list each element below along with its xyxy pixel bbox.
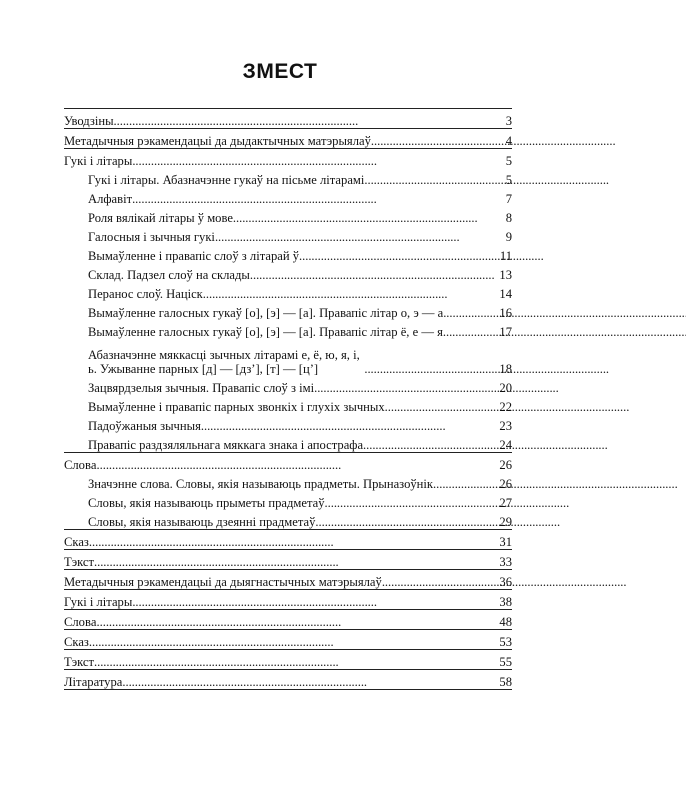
dot-leader	[89, 635, 498, 649]
toc-entry-title: Абазначэнне мяккасці зычных літарамі е, ё, ю, я, і, ь. Ужыванне парных [д] — [дз’], [т] — [ц’]	[88, 348, 360, 376]
dot-leader	[433, 477, 497, 491]
dot-leader	[215, 230, 504, 244]
dot-leader	[364, 173, 503, 187]
toc-entry-page: 38	[499, 595, 512, 609]
toc-entry-title: Гукі і літары. Абазначэнне гукаў на пісьме літарамі	[88, 173, 365, 187]
toc-entry	[64, 108, 512, 128]
toc-entry	[64, 529, 512, 549]
toc-entry-title: Вымаўленне галосных гукаў [о], [э] — [а]. Правапіс літар о, э — а	[88, 306, 444, 320]
toc-entry-title: Метадычныя рэкамендацыі да дыягнастычных матэрыялаў	[64, 575, 382, 589]
toc-entry-page: 55	[499, 655, 512, 669]
toc-entry	[64, 128, 512, 148]
dot-leader	[114, 114, 504, 128]
toc-entry	[64, 629, 512, 649]
dot-leader	[94, 555, 497, 569]
toc-entry	[64, 549, 512, 569]
toc-entry-title: Перанос слоў. Націск	[88, 287, 203, 301]
toc-entry	[64, 339, 512, 376]
toc-entry-page: 33	[499, 555, 512, 569]
toc-entry-title: Вымаўленне галосных гукаў [о], [э] — [а]. Правапіс літар ё, е — я	[88, 325, 443, 339]
toc-entry	[64, 569, 512, 589]
dot-leader	[363, 438, 497, 452]
dot-leader	[371, 134, 504, 148]
dot-leader	[122, 675, 497, 689]
toc-entry-page: 24	[499, 438, 512, 452]
toc-entry	[64, 244, 512, 263]
toc-entry-page: 16	[499, 306, 512, 320]
toc-entry-page: 5	[505, 173, 512, 187]
toc-entry	[64, 452, 512, 472]
toc-entry	[64, 609, 512, 629]
toc-entry-title: Вымаўленне і правапіс парных звонкіх і глухіх зычных	[88, 400, 385, 414]
toc-entry-page: 8	[505, 211, 512, 225]
toc-entry	[64, 225, 512, 244]
toc-entry-title: Уводзіны	[64, 114, 114, 128]
toc-entry	[64, 414, 512, 433]
toc-entry-title: Склад. Падзел слоў на склады	[88, 268, 250, 282]
toc-entry	[64, 263, 512, 282]
toc-entry-page: 26	[499, 477, 512, 491]
toc-entry-page: 5	[505, 154, 512, 168]
toc-entry-page: 3	[505, 114, 512, 128]
dot-leader	[97, 615, 498, 629]
toc-entry-page: 58	[499, 675, 512, 689]
dot-leader	[201, 419, 498, 433]
toc-entry-title: Сказ	[64, 635, 89, 649]
toc-entry-title: Значэнне слова. Словы, якія называюць прадметы. Прыназоўнік	[88, 477, 434, 491]
dot-leader	[132, 595, 497, 609]
toc-entry-page: 20	[499, 381, 512, 395]
dot-leader	[385, 400, 498, 414]
dot-leader	[132, 192, 504, 206]
toc-entry-title: Словы, якія называюць прыметы прадметаў	[88, 496, 325, 510]
toc-entry-page: 36	[499, 575, 512, 589]
toc-entry-title: Сказ	[64, 535, 89, 549]
dot-leader	[443, 325, 498, 339]
toc-entry-title: Словa	[64, 458, 97, 472]
toc-entry-title: Вымаўленне і правапіс слоў з літарай ў	[88, 249, 300, 263]
toc-entry	[64, 148, 512, 168]
toc-entry-title: Алфавіт	[88, 192, 133, 206]
dot-leader	[443, 306, 497, 320]
toc-entry	[64, 320, 512, 339]
toc-entry-page: 18	[499, 362, 512, 376]
toc-entry-page: 26	[499, 458, 512, 472]
dot-leader	[94, 655, 497, 669]
dot-leader	[314, 381, 497, 395]
toc-entry-title: Зацвярдзелыя зычныя. Правапіс слоў з імі	[88, 381, 315, 395]
toc-entry	[64, 589, 512, 609]
toc-entry	[64, 649, 512, 669]
toc-entry-page: 13	[499, 268, 512, 282]
dot-leader	[89, 535, 498, 549]
dot-leader	[325, 496, 498, 510]
toc-entry-page: 11	[499, 249, 512, 263]
toc-entry	[64, 376, 512, 395]
toc-entry-title: Тэкст	[64, 655, 94, 669]
toc-entry-page: 29	[499, 515, 512, 529]
toc-entry	[64, 510, 512, 529]
dot-leader	[382, 575, 498, 589]
table-of-contents	[64, 108, 512, 690]
dot-leader	[315, 515, 497, 529]
toc-entry-page: 7	[505, 192, 512, 206]
toc-entry	[64, 282, 512, 301]
toc-entry-title: Гукі і літары	[64, 154, 133, 168]
toc-entry	[64, 168, 512, 187]
toc-entry-title: Галосныя і зычныя гукі	[88, 230, 215, 244]
toc-entry	[64, 395, 512, 414]
toc-entry-title: Словa	[64, 615, 97, 629]
toc-entry	[64, 187, 512, 206]
toc-entry	[64, 472, 512, 491]
dot-leader	[299, 249, 498, 263]
toc-entry-page: 4	[505, 134, 512, 148]
toc-entry	[64, 669, 512, 689]
toc-entry	[64, 301, 512, 320]
toc-entry-title: Словы, якія называюць дзеянні прадметаў	[88, 515, 316, 529]
toc-entry-page: 9	[505, 230, 512, 244]
toc-entry-page: 53	[499, 635, 512, 649]
toc-entry-page: 27	[499, 496, 512, 510]
toc-entry-title: Правапіс раздзяляльнага мяккага знака і апострафа	[88, 438, 364, 452]
toc-entry-title: Літаратура	[64, 675, 123, 689]
toc-entry-title: Метадычныя рэкамендацыі да дыдактычных матэрыялаў	[64, 134, 371, 148]
toc-entry-title: Падоўжаныя зычныя	[88, 419, 201, 433]
toc-entry-page: 22	[499, 400, 512, 414]
toc-entry-page: 17	[499, 325, 512, 339]
toc-entry-page: 48	[499, 615, 512, 629]
toc-entry	[64, 491, 512, 510]
dot-leader	[233, 211, 504, 225]
toc-entry-page: 23	[499, 419, 512, 433]
toc-entry-title: Роля вялікай літары ў мове	[88, 211, 233, 225]
toc-entry	[64, 206, 512, 225]
toc-entry-title: Тэкст	[64, 555, 94, 569]
toc-entry-page: 31	[499, 535, 512, 549]
toc-entry-title: Гукі і літары	[64, 595, 133, 609]
dot-leader	[364, 362, 497, 376]
dot-leader	[203, 287, 498, 301]
toc-entry	[64, 433, 512, 452]
dot-leader	[250, 268, 498, 282]
toc-entry-page: 14	[499, 287, 512, 301]
dot-leader	[97, 458, 498, 472]
dot-leader	[132, 154, 503, 168]
page-title: ЗМЕСТ	[242, 60, 318, 83]
